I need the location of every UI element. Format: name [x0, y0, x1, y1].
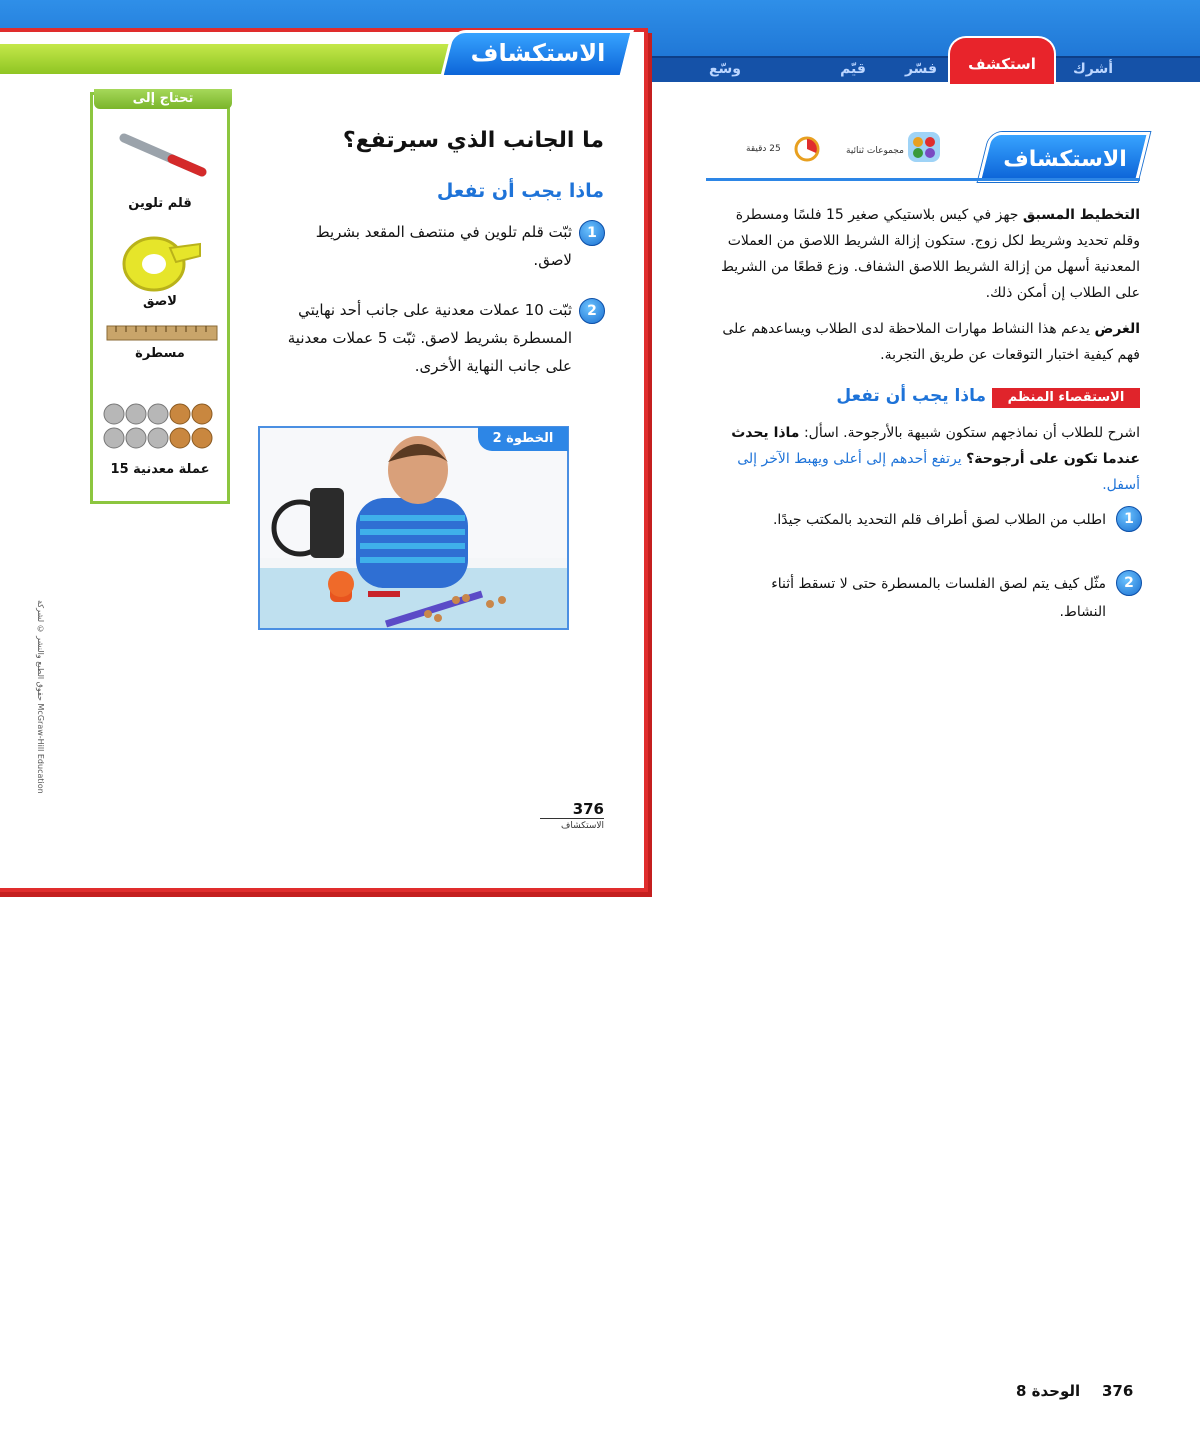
pairs-group-icon [908, 132, 940, 162]
teacher-banner-rule [706, 178, 1140, 181]
material-marker: قلم تلوين [128, 196, 192, 211]
step-text-1: ثبّت قلم تلوين في منتصف المقعد بشريط لاصق. [315, 223, 572, 269]
tape-icon [120, 230, 204, 292]
purpose-label: الغرض [1094, 321, 1140, 337]
step-number-1: 1 [579, 220, 605, 246]
inquiry-intro: اشرح للطلاب أن نماذجهم ستكون شبيهة بالأرجوحة. اسأل: [803, 425, 1140, 441]
planning-label: التخطيط المسبق [1022, 207, 1140, 223]
teacher-step-number-1: 1 [1116, 506, 1142, 532]
what-to-do-heading: ماذا يجب أن تفعل [436, 180, 604, 202]
meta-time: 25 دقيقة [746, 144, 781, 154]
material-tape: لاصق [143, 294, 177, 309]
tab-explain[interactable]: فسّر [904, 61, 938, 77]
purpose-text: يدعم هذا النشاط مهارات الملاحظة لدى الطلاب ويساعدهم على فهم كيفية اختبار التوقعات عن طريق التجربة. [722, 321, 1140, 363]
meta-groups: مجموعات ثنائية [846, 146, 904, 156]
inquiry-answer: يرتفع أحدهم إلى أعلى ويهبط الآخر إلى أسفل. [737, 451, 1140, 493]
green-header-bar [0, 44, 460, 74]
photo-step-badge: الخطوة 2 [478, 427, 568, 451]
explore-banner-label: الاستكشاف [470, 39, 606, 67]
inquiry-label: الاستقصاء المنظم [992, 388, 1140, 408]
activity-photo [258, 426, 569, 630]
inquiry-paragraph [706, 420, 1140, 498]
page-number-rule [540, 818, 604, 819]
material-ruler: مسطرة [135, 346, 185, 361]
boy-balance-illustration [260, 428, 567, 628]
teacher-step-text-1: اطلب من الطلاب لصق أطراف قلم التحديد بالمكتب جيدًا. [772, 512, 1106, 528]
tab-evaluate[interactable]: قيّم [840, 61, 866, 77]
material-coins: 15 عملة معدنية [110, 462, 210, 477]
student-footer-label: الاستكشاف [561, 821, 604, 831]
unit-label: الوحدة 8 [1016, 1382, 1081, 1400]
student-page-number: 376 [572, 800, 604, 818]
clock-icon [794, 136, 820, 162]
tab-explore[interactable]: استكشف [948, 36, 1056, 84]
planning-paragraph [706, 202, 1140, 306]
teacher-step-text-2: مثّل كيف يتم لصق الفلسات بالمسطرة حتى لا تسقط أثناء النشاط. [771, 576, 1106, 620]
page-title: ما الجانب الذي سيرتفع؟ [342, 128, 604, 153]
planning-text: جهز في كيس بلاستيكي صغير 15 فلسًا ومسطرة وقلم تحديد وشريط لكل زوج. ستكون إزالة الشريط اللاصق من العملات المعدنية أسهل من إزالة الشريط اللاصق الشفاف. وزع قطعًا من الشريط على الطلاب إن أمكن ذلك. [721, 207, 1140, 301]
marker-icon [118, 132, 208, 178]
step-number-2: 2 [579, 298, 605, 324]
purpose-paragraph [706, 316, 1140, 368]
teacher-explore-label: الاستكشاف [1003, 147, 1127, 172]
ruler-icon [106, 324, 218, 342]
teacher-page-number: 376 [1102, 1382, 1134, 1400]
step-text-2: ثبّت 10 عملات معدنية على جانب أحد نهايتي المسطرة بشريط لاصق. ثبّت 5 عملات معدنية على جانب النهاية الأخرى. [287, 301, 572, 375]
tab-extend[interactable]: وسّع [708, 61, 742, 77]
teacher-step-number-2: 2 [1116, 570, 1142, 596]
coins-icon [102, 402, 222, 452]
materials-header: تحتاج إلى [94, 89, 232, 109]
copyright-credit: حقوق الطبع والنشر © لشركة McGraw-Hill Education [36, 600, 45, 794]
tab-engage[interactable]: أشرك [1072, 61, 1114, 77]
inquiry-question: ماذا يحدث عندما تكون على أرجوحة؟ [731, 425, 1140, 467]
teacher-what-to-do-heading: ماذا يجب أن تفعل [836, 386, 986, 406]
